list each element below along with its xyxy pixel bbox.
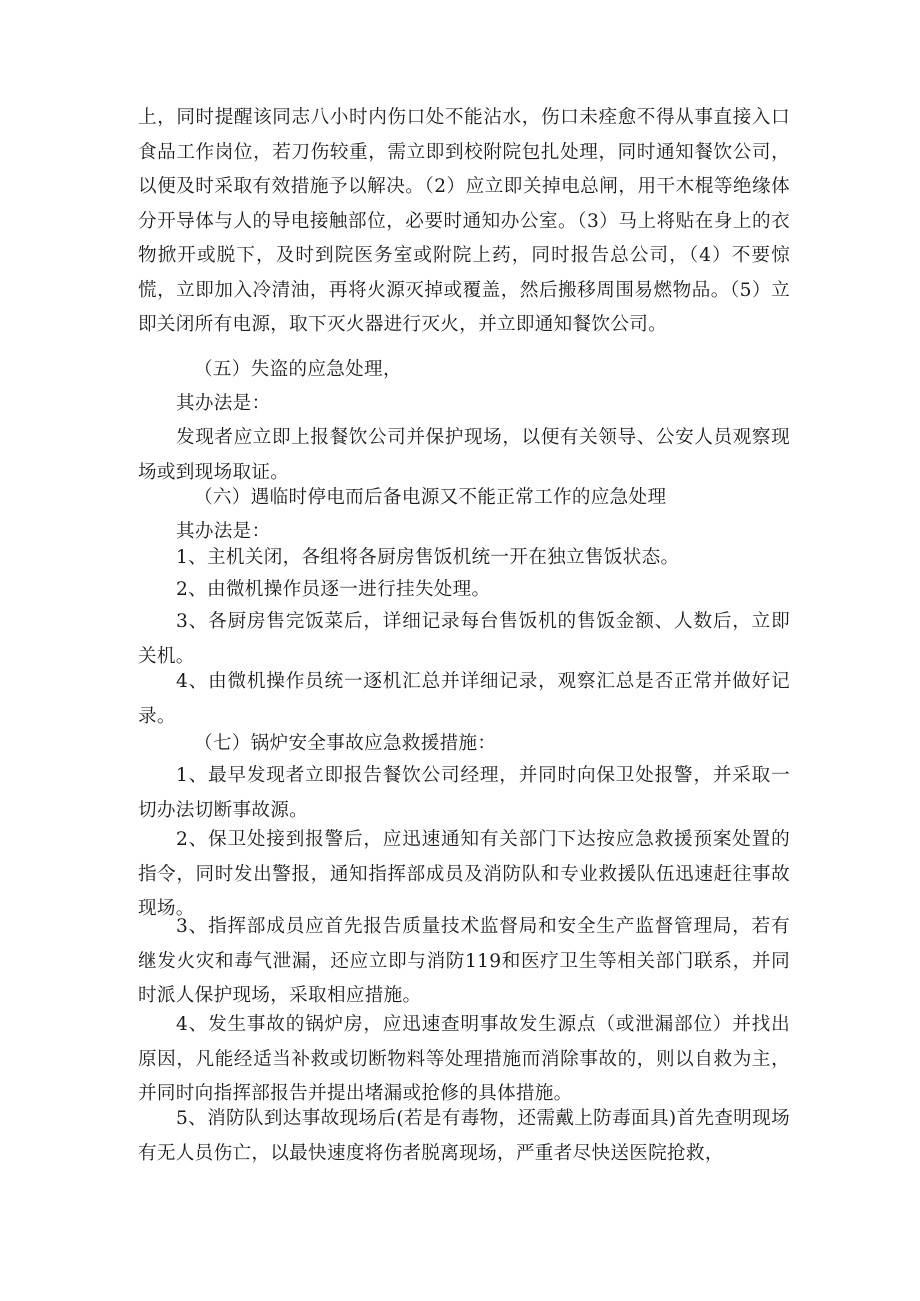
method-label: 其办法是： [176,393,271,414]
list-item: 3、指挥部成员应首先报告质量技术监督局和安全生产监督管理局，若有继发火灾和毒气泄漏，还应立即与消防119和医疗卫生等相关部门联系，并同时派人保护现场，采取相应措施。 [138,916,790,1006]
list-item: 4、发生事故的锅炉房，应迅速查明事故发生源点（或泄漏部位）并找出原因，凡能经适当补救或切断物料等处理措施而消除事故的，则以自救为主，并同时向指挥部报告并提出堵漏或抢修的具体措施。 [138,1014,790,1104]
list-item: 1、主机关闭，各组将各厨房售饭机统一开在独立售饭状态。 [176,547,680,568]
section-heading-7: （七）锅炉安全事故应急救援措施： [194,733,497,754]
list-item: 3、各厨房售完饭菜后，详细记录每台售饭机的售饭金额、人数后，立即关机。 [138,611,790,667]
paragraph-continuation: 上，同时提醒该同志八小时内伤口处不能沾水，伤口未痊愈不得从事直接入口食品工作岗位，若刀伤较重，需立即到校附院包扎处理，同时通知餐饮公司，以便及时采取有效措施予以解决。（2）应立即关掉电总闸，用干木棍等绝缘体分开导体与人的导电接触部位，必要时通知办公室。（3）马上将贴在身上的衣物掀开或脱下，及时到院医务室或附院上药，同时报告总公司，（4）不要惊慌，立即加入冷清油，再将火源灭掉或覆盖，然后搬移周围易燃物品。（5）立即关闭所有电源，取下灭火器进行灭火，并立即通知餐饮公司。 [138,107,790,335]
method-label: 其办法是： [176,521,271,542]
list-item: 2、保卫处接到报警后，应迅速通知有关部门下达按应急救援预案处置的指令，同时发出警报，通知指挥部成员及消防队和专业救援队伍迅速赶往事故现场。 [138,829,790,919]
list-item: 4、由微机操作员统一逐机汇总并详细记录，观察汇总是否正常并做好记录。 [138,671,790,727]
list-item: 5、消防队到达事故现场后(若是有毒物，还需戴上防毒面具)首先查明现场有无人员伤亡，以最快速度将伤者脱离现场，严重者尽快送医院抢救， [138,1108,790,1164]
paragraph-theft-response: 发现者应立即上报餐饮公司并保护现场，以便有关领导、公安人员观察现场或到现场取证。 [138,427,790,483]
list-item: 2、由微机操作员逐一进行挂失处理。 [176,579,491,600]
list-item: 1、最早发现者立即报告餐饮公司经理，并同时向保卫处报警，并采取一切办法切断事故源。 [138,765,790,821]
section-heading-6: （六）遇临时停电而后备电源又不能正常工作的应急处理 [194,487,667,508]
section-heading-5: （五）失盗的应急处理， [194,359,402,380]
